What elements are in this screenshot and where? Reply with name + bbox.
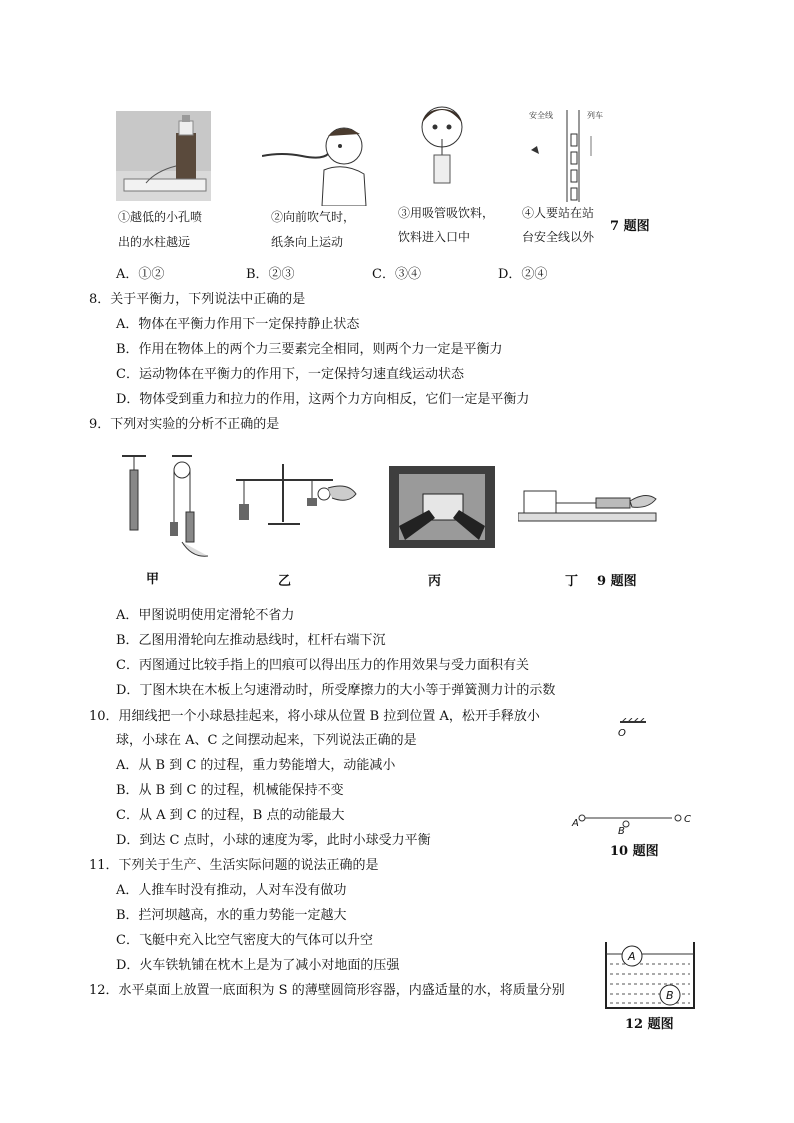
q11-option-d: D．火车铁轨铺在枕木上是为了减小对地面的压强 [116, 958, 400, 973]
q7-figure-4 [527, 106, 621, 206]
q9-figure-yi [228, 458, 358, 528]
q10-stem-line1: 10．用细线把一个小球悬挂起来，将小球从位置 B 拉到位置 A，松开手释放小 [89, 709, 540, 724]
q10-option-d: D．到达 C 点时，小球的速度为零，此时小球受力平衡 [116, 833, 431, 848]
fig4-train-label: 列车 [587, 111, 603, 120]
q7-caption-4-line1: ④人要站在站 [522, 206, 595, 220]
q9-option-d: D．丁图木块在木板上匀速滑动时，所受摩擦力的大小等于弹簧测力计的示数 [116, 683, 556, 698]
q7-caption-2-line1: ②向前吹气时， [271, 210, 356, 224]
ball-b-label: B [666, 989, 674, 1002]
q11-option-a: A．人推车时没有推动，人对车没有做功 [116, 883, 347, 898]
fig4-safety-line-label: 安全线 [529, 111, 553, 120]
q10-option-c: C．从 A 到 C 的过程，B 点的动能最大 [116, 808, 345, 823]
q9-label-bing: 丙 [428, 574, 442, 589]
q10-figure-label: 10 题图 [610, 844, 659, 859]
q8-option-c: C．运动物体在平衡力的作用下，一定保持匀速直线运动状态 [116, 367, 464, 382]
q9-figure-ding [518, 487, 658, 523]
q9-option-b: B．乙图用滑轮向左推动悬线时，杠杆右端下沉 [116, 633, 386, 648]
q7-caption-1-line1: ①越低的小孔喷 [118, 210, 203, 224]
q8-option-a: A．物体在平衡力作用下一定保持静止状态 [116, 317, 360, 332]
q7-option-b: B．②③ [246, 267, 295, 282]
q9-label-ding: 丁 [565, 574, 579, 589]
q12-container-figure [604, 940, 696, 1010]
q8-option-b: B．作用在物体上的两个力三要素完全相同，则两个力一定是平衡力 [116, 342, 503, 357]
q10-option-b: B．从 B 到 C 的过程，机械能保持不变 [116, 783, 344, 798]
q10-stem-line2: 球，小球在 A、C 之间摆动起来，下列说法正确的是 [116, 733, 417, 748]
q9-figure-jia [112, 452, 208, 562]
q8-option-d: D．物体受到重力和拉力的作用，这两个力方向相反，它们一定是平衡力 [116, 392, 530, 407]
q9-option-a: A．甲图说明使用定滑轮不省力 [116, 608, 295, 623]
q7-option-d: D．②④ [498, 267, 548, 282]
q8-stem: 8．关于平衡力，下列说法中正确的是 [89, 292, 306, 307]
q9-option-c: C．丙图通过比较手指上的凹痕可以得出压力的作用效果与受力面积有关 [116, 658, 529, 673]
q12-figure-label: 12 题图 [625, 1017, 674, 1032]
q11-option-b: B．拦河坝越高，水的重力势能一定越大 [116, 908, 347, 923]
q7-caption-1-line2: 出的水柱越远 [118, 235, 191, 249]
q7-figure-3 [414, 103, 470, 185]
point-c-label: C [684, 814, 691, 825]
point-b-label: B [618, 826, 625, 836]
q10-option-a: A．从 B 到 C 的过程，重力势能增大，动能减小 [116, 758, 396, 773]
q7-caption-3-line1: ③用吸管吸饮料， [398, 206, 495, 220]
q7-figure-label: 7 题图 [610, 219, 650, 234]
q9-label-jia: 甲 [146, 572, 160, 587]
q7-option-a: A．①② [116, 267, 165, 282]
q9-stem: 9．下列对实验的分析不正确的是 [89, 417, 280, 432]
q7-figure-2 [262, 118, 372, 206]
q7-caption-4-line2: 台安全线以外 [522, 230, 595, 244]
point-a-label: A [572, 818, 579, 829]
q11-stem: 11．下列关于生产、生活实际问题的说法正确的是 [89, 858, 379, 873]
point-o-label: O [618, 728, 626, 739]
ball-a-label: A [628, 950, 636, 963]
q10-pendulum-figure [570, 718, 700, 836]
q9-label-yi: 乙 [278, 574, 292, 589]
q7-option-c: C．③④ [372, 267, 421, 282]
q7-figure-1 [116, 111, 211, 201]
q7-caption-3-line2: 饮料进入口中 [398, 230, 471, 244]
q9-figure-bing [389, 466, 495, 548]
q11-option-c: C．飞艇中充入比空气密度大的气体可以升空 [116, 933, 373, 948]
q12-stem: 12．水平桌面上放置一底面积为 S 的薄壁圆筒形容器，内盛适量的水，将质量分别 [89, 983, 565, 998]
q7-caption-2-line2: 纸条向上运动 [271, 235, 344, 249]
q9-figure-label: 9 题图 [597, 574, 637, 589]
